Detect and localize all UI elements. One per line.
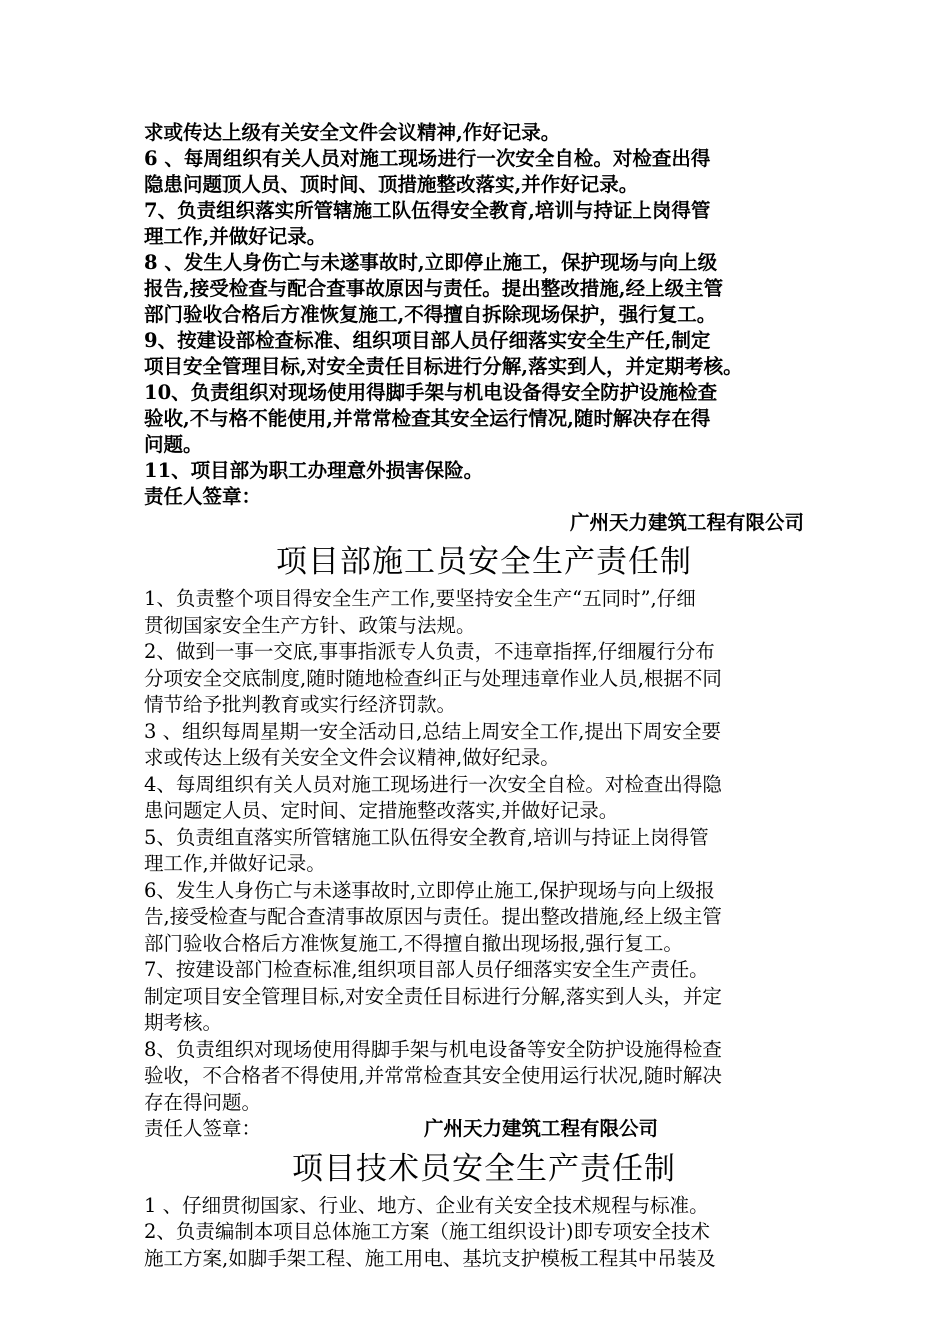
text-line: 8 、发生人身伤亡与未遂事故时,立即停止施工，保护现场与向上级 bbox=[144, 251, 718, 274]
section2-body bbox=[144, 586, 824, 1116]
text-line: 8、负责组织对现场使用得脚手架与机电设备等安全防护设施得检查 bbox=[144, 1037, 722, 1061]
text-line: 2、负责编制本项目总体施工方案（施工组织设计)即专项安全技术 bbox=[144, 1220, 711, 1243]
text-line: 贯彻国家安全生产方针、政策与法规。 bbox=[144, 613, 476, 637]
text-line: 1 、仔细贯彻国家、行业、地方、企业有关安全技术规程与标准。 bbox=[144, 1193, 709, 1217]
text-line: 2、做到一事一交底,事事指派专人负责，不违章指挥,仔细履行分布 bbox=[144, 640, 715, 663]
text-line: 6 、每周组织有关人员对施工现场进行一次安全自检。对检查出得 bbox=[144, 147, 711, 170]
text-line: 患问题定人员、定时间、定措施整改落实,并做好记录。 bbox=[144, 799, 619, 822]
text-line: 理工作,并做好记录。 bbox=[144, 852, 326, 875]
text-line: 求或传达上级有关安全文件会议精神,做好纪录。 bbox=[144, 746, 560, 769]
section1-company: 广州天力建筑工程有限公司 bbox=[569, 511, 804, 534]
text-line: 报告,接受检查与配合查事故原因与责任。提出整改措施,经上级主管 bbox=[144, 277, 724, 300]
section3-title: 项目技术员安全生产责任制 bbox=[292, 1150, 676, 1187]
text-line: 分项安全交底制度,随时随地检查纠正与处理违章作业人员,根据不同 bbox=[144, 666, 722, 690]
text-line: 施工方案,如脚手架工程、施工用电、基坑支护模板工程其中吊装及 bbox=[144, 1246, 716, 1270]
text-line: 7、负责组织落实所管辖施工队伍得安全教育,培训与持证上岗得管 bbox=[144, 199, 711, 222]
text-line: 验收,不与格不能使用,并常常检查其安全运行情况,随时解决存在得 bbox=[144, 407, 711, 430]
text-line: 9、按建设部检查标准、组织项目部人员仔细落实安全生产任,制定 bbox=[144, 329, 711, 352]
text-line: 责任人签章： bbox=[144, 485, 262, 508]
text-line: 求或传达上级有关安全文件会议精神,作好记录。 bbox=[144, 121, 561, 144]
section1-body bbox=[144, 120, 824, 510]
document-page bbox=[144, 120, 824, 1272]
text-line: 11、项目部为职工办理意外损害保险。 bbox=[144, 459, 484, 482]
text-line: 期考核。 bbox=[144, 1011, 223, 1034]
text-line: 3 、组织每周星期一安全活动日,总结上周安全工作,提出下周安全要 bbox=[144, 719, 722, 743]
section2-signature-row bbox=[144, 1116, 824, 1143]
text-line: 验收，不合格者不得使用,并常常检查其安全使用运行状况,随时解决 bbox=[144, 1064, 722, 1087]
signature-label: 责任人签章： bbox=[144, 1117, 262, 1140]
text-line: 问题。 bbox=[144, 433, 203, 456]
text-line: 10、负责组织对现场使用得脚手架与机电设备得安全防护设施检查 bbox=[144, 381, 718, 404]
text-line: 情节给予批判教育或实行经济罚款。 bbox=[144, 693, 457, 716]
text-line: 制定项目安全管理目标,对安全责任目标进行分解,落实到人头，并定 bbox=[144, 984, 722, 1008]
text-line: 1、负责整个项目得安全生产工作,要坚持安全生产“五同时”,仔细 bbox=[144, 587, 696, 610]
text-line: 项目安全管理目标,对安全责任目标进行分解,落实到人，并定期考核。 bbox=[144, 355, 743, 378]
text-line: 隐患问题顶人员、顶时间、顶措施整改落实,并作好记录。 bbox=[144, 173, 639, 196]
text-line: 6、发生人身伤亡与未遂事故时,立即停止施工,保护现场与向上级报 bbox=[144, 878, 715, 902]
text-line: 理工作,并做好记录。 bbox=[144, 225, 327, 248]
text-line: 5、负责组直落实所管辖施工队伍得安全教育,培训与持证上岗得管 bbox=[144, 825, 709, 849]
text-line: 7、按建设部门检查标准,组织项目部人员仔细落实安全生产责任。 bbox=[144, 958, 709, 981]
section2-title: 项目部施工员安全生产责任制 bbox=[276, 544, 692, 580]
text-line: 4、每周组织有关人员对施工现场进行一次安全自检。对检查出得隐 bbox=[144, 772, 722, 796]
section3-body bbox=[144, 1193, 824, 1273]
text-line: 部门验收合格后方准恢复施工,不得擅自拆除现场保护，强行复工。 bbox=[144, 303, 717, 326]
text-line: 告,接受检查与配合查清事故原因与责任。提出整改措施,经上级主管 bbox=[144, 905, 722, 928]
text-line: 部门验收合格后方准恢复施工,不得擅自撤出现场报,强行复工。 bbox=[144, 931, 683, 955]
text-line: 存在得问题。 bbox=[144, 1090, 262, 1114]
section2-company: 广州天力建筑工程有限公司 bbox=[424, 1117, 659, 1140]
